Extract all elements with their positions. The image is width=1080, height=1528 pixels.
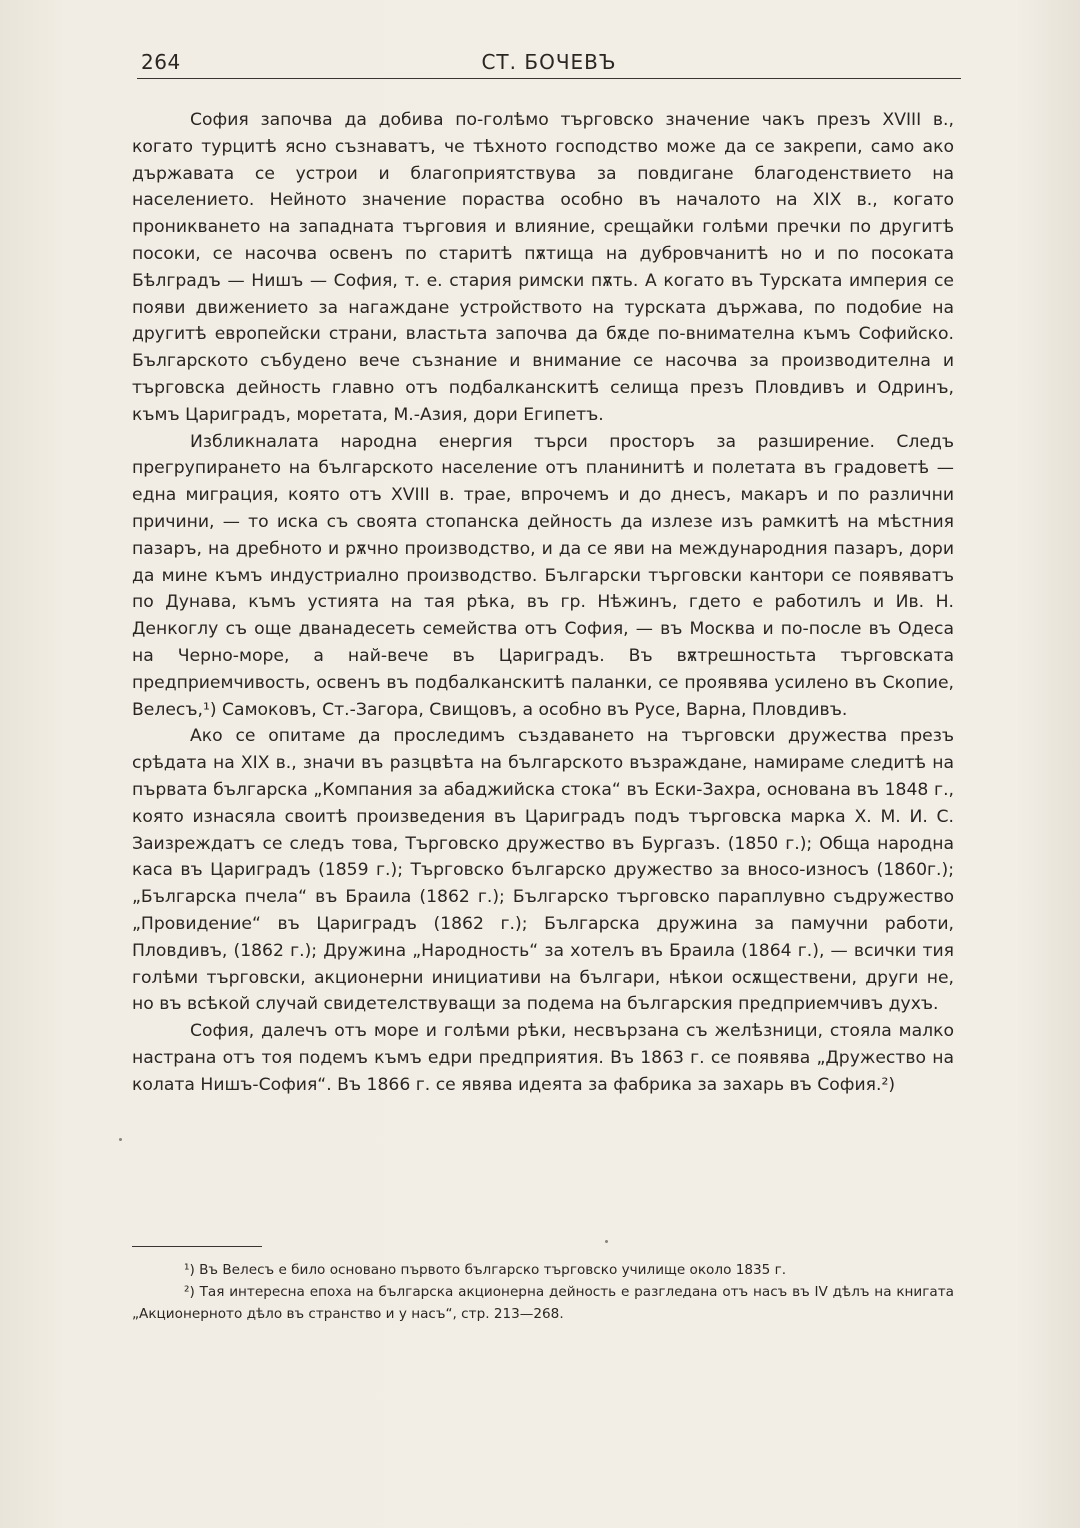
print-speck [119,1138,122,1141]
footnote: ²) Тая интересна епоха на българска акционерна дейность е разгледана отъ насъ въ IV дѣлъ на книгата „Акционерното дѣло въ странство и у насъ“, стр. 213—268. [132,1284,954,1322]
page-number: 264 [141,50,181,74]
footnote-divider [132,1246,262,1247]
footnotes [132,1259,954,1325]
paragraph: Ако се опитаме да проследимъ създаването на търговски дружества презъ срѣдата на XIX в., значи въ разцвѣта на българското възраждане, намираме следитѣ на първата българска „Компания за абаджийска стока“ въ Ески-Захра, основана въ 1848 г., която изнасяла своитѣ произведения въ Цариградъ подъ търговска марка Х. М. И. С. Заизреждатъ се следъ това, Търговско дружество въ Бургазъ. (1850 г.); Обща народна каса въ Цариградъ (1859 г.); Търговско българско дружество за вносо-износъ (1860г.); „Българска пчела“ въ Браила (1862 г.); Българско търговско параплувно съдружество „Провидение“ въ Цариградъ (1862 г.); Българска дружина за памучни работи, Пловдивъ, (1862 г.); Дружина „Народность“ за хотелъ въ Браила (1864 г.), — всички тия голѣми търговски, акционерни инициативи на българи, нѣкои осѫществени, други не, но въ всѣкой случай свидетелствуващи за подема на българския предприемчивъ духъ. [132,726,954,1015]
main-text [132,107,954,1098]
paragraph: Избликналата народна енергия търси просторъ за разширение. Следъ прегрупирането на българското население отъ планинитѣ и полетата въ градоветѣ — една миграция, която отъ XVIII в. трае, впрочемъ и до днесъ, макаръ и по различни причини, — то иска съ своята стопанска дейность да излезе изъ рамкитѣ на мѣстния пазаръ, на дребното и рѫчно производство, и да се яви на международния пазаръ, дори да мине къмъ индустриално производство. Български търговски кантори се появяватъ по Дунава, къмъ устията на тая рѣка, въ гр. Нѣжинъ, гдето е работилъ и Ив. Н. Денкоглу съ още дванадесеть семейства отъ София, — въ Москва и по-после въ Одеса на Черно-море, а най-вече въ Цариградъ. Въ вѫтрешностьта търговската предприемчивость, освенъ въ подбалканскитѣ паланки, се проявява усилено въ Скопие, Велесъ,¹) Самоковъ, Ст.-Загора, Свищовъ, а особно въ Русе, Варна, Пловдивъ. [132,431,954,720]
running-title: СТ. БОЧЕВЪ [481,50,617,74]
print-speck [605,1240,608,1243]
paragraph: София започва да добива по-голѣмо търговско значение чакъ презъ XVIII в., когато турцитѣ ясно съзнаватъ, че тѣхното господство може да се закрепи, само ако държавата се устрои и благоприятствува за повдигане благоденствието на населението. Нейното значение пораства особно въ началото на XIX в., когато проникването на западната търговия и влияние, срещайки голѣми пречки по другитѣ посоки, се насочва освенъ по старитѣ пѫтища на дубровчанитѣ но и по посоката Бѣлградъ — Нишъ — София, т. е. стария римски пѫть. А когато въ Турската империя се появи движението за нагаждане устройството на турската държава, по подобие на другитѣ европейски страни, властьта започва да бѫде по-внимателна къмъ Софийско. Българското събудено вече съзнание и внимание се насочва за производителна и търговска дейность главно отъ подбалканскитѣ селища презъ Пловдивъ и Одринъ, къмъ Цариградъ, моретата, М.-Азия, дори Египетъ. [132,110,954,425]
footnote: ¹) Въ Велесъ е било основано първото българско търговско училище около 1835 г. [184,1262,787,1278]
page-header [137,48,961,79]
paragraph: София, далечъ отъ море и голѣми рѣки, несвързана съ желѣзници, стояла малко настрана отъ тоя подемъ къмъ едри предприятия. Въ 1863 г. се появява „Дружество на колата Нишъ-София“. Въ 1866 г. се явява идеята за фабрика за захарь въ София.²) [132,1021,954,1095]
